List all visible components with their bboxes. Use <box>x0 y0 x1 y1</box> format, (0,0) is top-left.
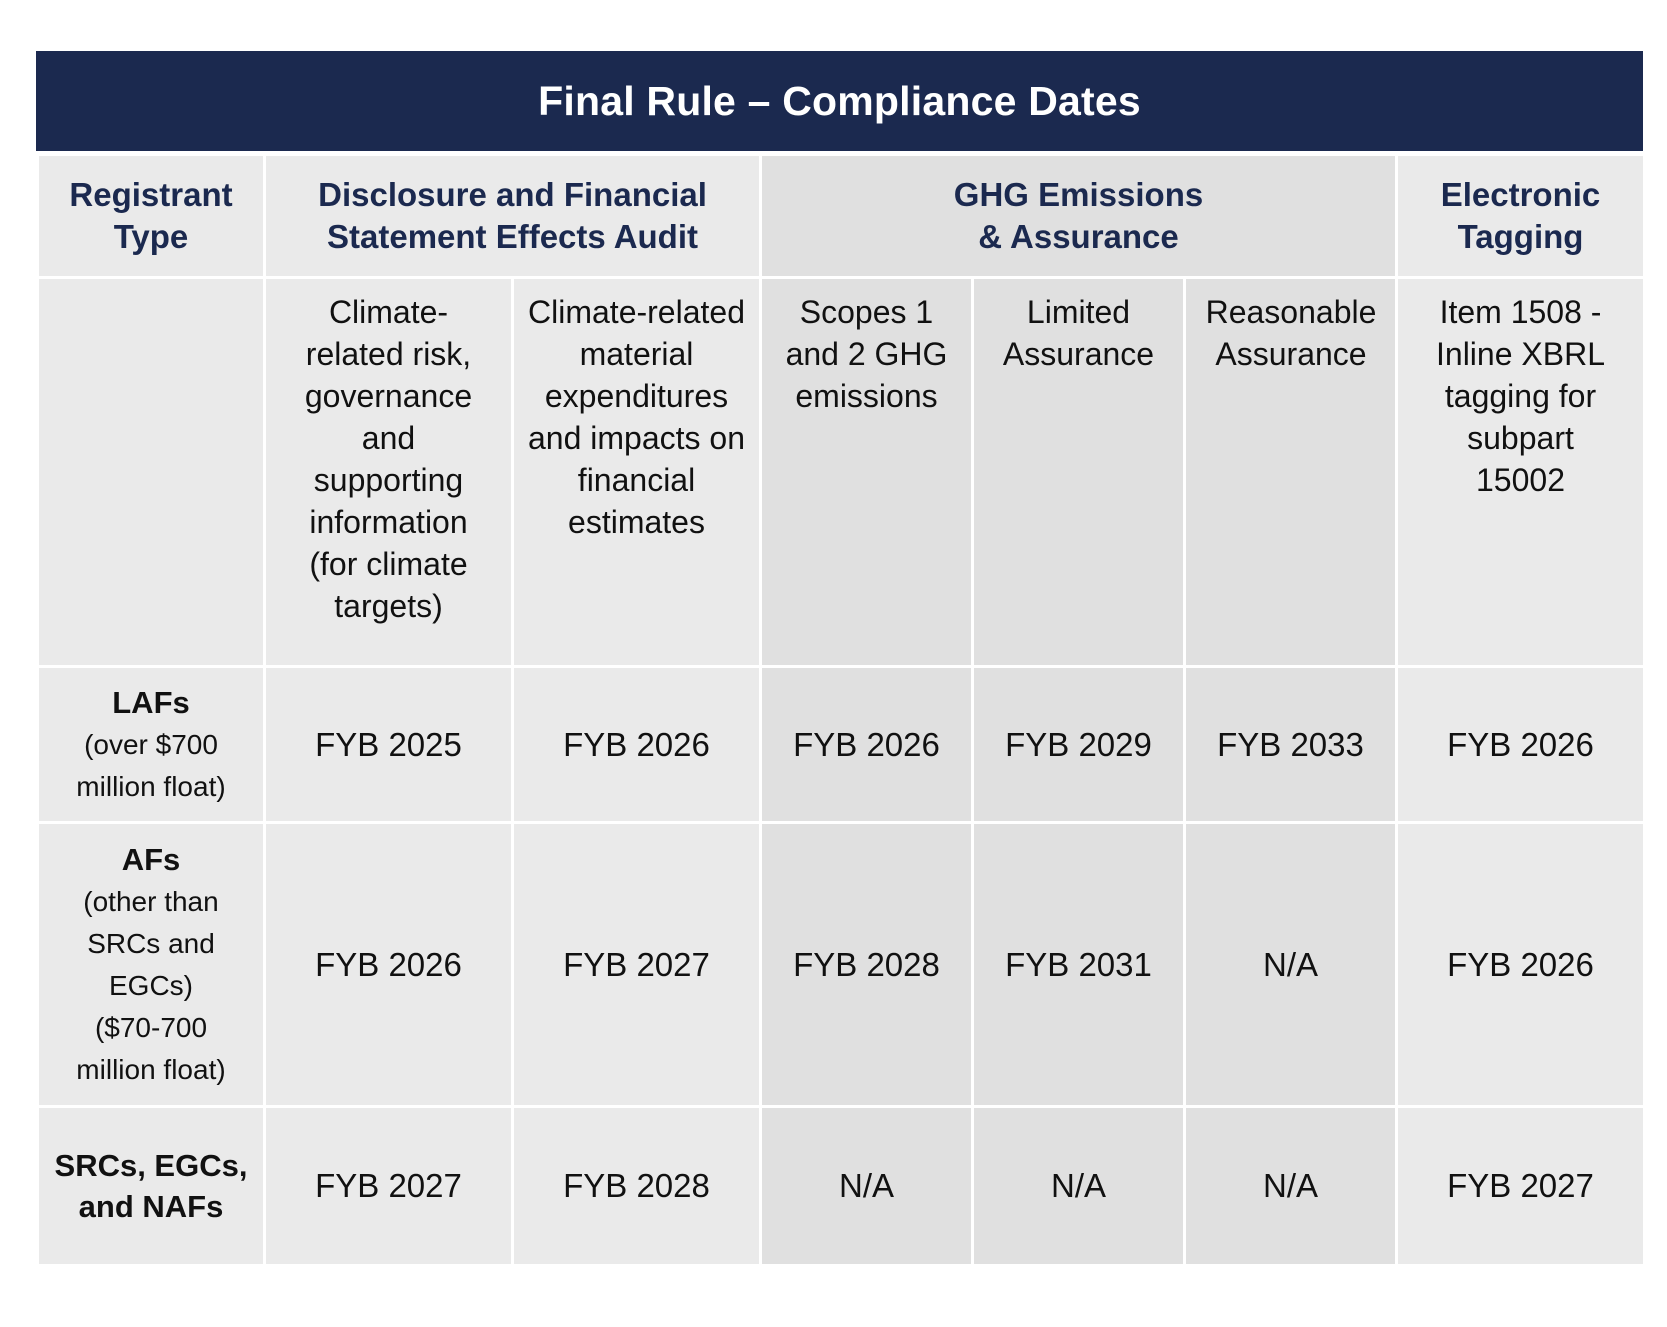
registrant-detail-line: (over $700 <box>84 728 218 760</box>
date-cell: FYB 2028 <box>761 823 973 1107</box>
header-registrant-type-text: Registrant Type <box>69 176 233 255</box>
table-row-lafs <box>38 667 1645 823</box>
subheader-reasonable-assurance-text: Reasonable Assurance <box>1205 294 1377 372</box>
header-electronic-tagging-text: Electronic Tagging <box>1440 176 1601 255</box>
header-disclosure-audit <box>265 155 761 278</box>
date-cell: N/A <box>761 1107 973 1266</box>
subheader-climate-risk-text: Climate-related risk, governance and supporting information (for climate targets) <box>304 294 473 624</box>
date-cell: FYB 2027 <box>1397 1107 1645 1266</box>
date-cell: FYB 2026 <box>1397 667 1645 823</box>
subheader-scopes-emissions <box>761 278 973 667</box>
date-cell: FYB 2026 <box>761 667 973 823</box>
subheader-xbrl-tagging <box>1397 278 1645 667</box>
date-cell: N/A <box>1185 823 1397 1107</box>
group-header-row <box>38 155 1645 278</box>
subheader-climate-risk <box>265 278 513 667</box>
subheader-reasonable-assurance <box>1185 278 1397 667</box>
date-cell: FYB 2026 <box>513 667 761 823</box>
header-disclosure-audit-text: Disclosure and Financial Statement Effects Audit <box>318 176 707 255</box>
subheader-xbrl-tagging-text: Item 1508 - Inline XBRL tagging for subpart 15002 <box>1436 294 1605 498</box>
registrant-detail-line: (other than <box>83 885 219 917</box>
registrant-name: SRCs, EGCs, and NAFs <box>54 1148 248 1224</box>
subheader-material-expenditures-text: Climate-related material expenditures and impacts on financial estimates <box>527 294 745 540</box>
date-cell: FYB 2025 <box>265 667 513 823</box>
date-cell: FYB 2026 <box>1397 823 1645 1107</box>
registrant-detail-line: SRCs and <box>87 927 215 959</box>
registrant-detail-line: million float) <box>76 1053 226 1085</box>
header-ghg-emissions-text: GHG Emissions & Assurance <box>953 176 1204 255</box>
date-cell: FYB 2027 <box>513 823 761 1107</box>
header-ghg-emissions <box>761 155 1397 278</box>
header-registrant-type <box>38 155 265 278</box>
subheader-limited-assurance-text: Limited Assurance <box>1002 294 1155 372</box>
registrant-detail-line: EGCs) <box>109 969 193 1001</box>
table-row-srcs-egcs-nafs <box>38 1107 1645 1266</box>
registrant-cell-lafs <box>38 667 265 823</box>
date-cell: FYB 2031 <box>973 823 1185 1107</box>
registrant-cell-srcs <box>38 1107 265 1266</box>
subheader-material-expenditures <box>513 278 761 667</box>
date-cell: FYB 2027 <box>265 1107 513 1266</box>
compliance-dates-table-container <box>36 51 1643 1267</box>
registrant-cell-afs <box>38 823 265 1107</box>
subheader-limited-assurance <box>973 278 1185 667</box>
registrant-name: LAFs <box>112 684 190 720</box>
subheader-scopes-emissions-text: Scopes 1 and 2 GHG emissions <box>785 294 948 414</box>
date-cell: N/A <box>973 1107 1185 1266</box>
date-cell: FYB 2026 <box>265 823 513 1107</box>
date-cell: FYB 2033 <box>1185 667 1397 823</box>
registrant-detail-line: ($70-700 <box>94 1011 208 1043</box>
subheader-empty <box>38 278 265 667</box>
date-cell: N/A <box>1185 1107 1397 1266</box>
table-row-afs <box>38 823 1645 1107</box>
date-cell: FYB 2028 <box>513 1107 761 1266</box>
date-cell: FYB 2029 <box>973 667 1185 823</box>
registrant-detail-line: million float) <box>76 770 226 802</box>
registrant-name: AFs <box>121 841 181 877</box>
header-electronic-tagging <box>1397 155 1645 278</box>
table-title: Final Rule – Compliance Dates <box>36 51 1643 151</box>
subheader-row <box>38 278 1645 667</box>
compliance-dates-table <box>36 153 1646 1267</box>
